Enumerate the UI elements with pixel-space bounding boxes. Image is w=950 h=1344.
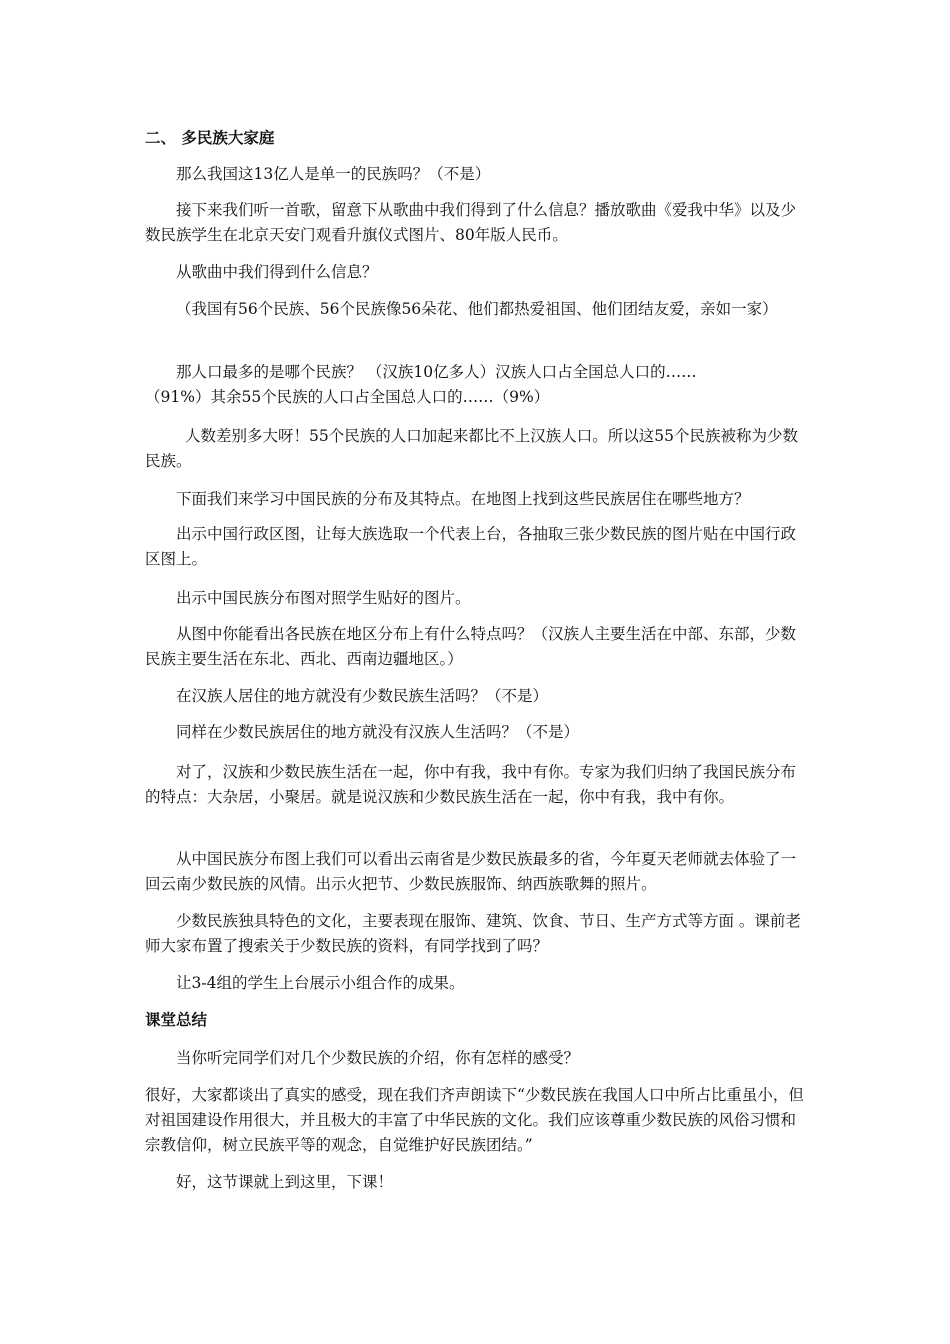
- paragraph: 那么我国这13亿人是单一的民族吗？（不是）: [176, 165, 491, 183]
- paragraph: 从图中你能看出各民族在地区分布上有什么特点吗？（汉族人主要生活在中部、东部，少数民族主要生活在东北、西北、西南边疆地区。）: [145, 625, 797, 668]
- paragraph: （我国有56个民族、56个民族像56朵花、他们都热爱祖国、他们团结友爱，亲如一家）: [176, 300, 778, 318]
- paragraph: 让3-4组的学生上台展示小组合作的成果。: [176, 974, 465, 992]
- summary-paragraph: 当你听完同学们对几个少数民族的介绍，你有怎样的感受？: [176, 1049, 580, 1067]
- paragraph: 在汉族人居住的地方就没有少数民族生活吗？（不是）: [176, 687, 549, 705]
- summary-title: 课堂总结: [145, 1011, 208, 1029]
- paragraph: 出示中国民族分布图对照学生贴好的图片。: [176, 589, 471, 607]
- paragraph: 少数民族独具特色的文化，主要表现在服饰、建筑、饮食、节日、生产方式等方面 。课前老师大家布置了搜索关于少数民族的资料，有同学找到了吗？: [145, 912, 801, 955]
- paragraph: 下面我们来学习中国民族的分布及其特点。在地图上找到这些民族居住在哪些地方？: [176, 490, 750, 508]
- paragraph: 从歌曲中我们得到什么信息？: [176, 263, 378, 281]
- paragraph: 对了，汉族和少数民族生活在一起，你中有我，我中有你。专家为我们归纳了我国民族分布的特点：大杂居，小聚居。就是说汉族和少数民族生活在一起，你中有我，我中有你。: [145, 763, 797, 806]
- section-title: 二、 多民族大家庭: [145, 129, 275, 147]
- summary-paragraph: 好，这节课就上到这里，下课！: [176, 1173, 394, 1191]
- paragraph: 出示中国行政区图，让每大族选取一个代表上台，各抽取三张少数民族的图片贴在中国行政区图上。: [145, 525, 797, 568]
- paragraph: （91%）其余55个民族的人口占全国总人口的……（9%）: [145, 388, 550, 406]
- paragraph: 那人口最多的是哪个民族？ （汉族10亿多人）汉族人口占全国总人口的……: [176, 363, 697, 381]
- summary-paragraph: 很好，大家都谈出了真实的感受，现在我们齐声朗读下“少数民族在我国人口中所占比重虽小，但对祖国建设作用很大，并且极大的丰富了中华民族的文化。我们应该尊重少数民族的风俗习惯和宗教信仰，树立民族平等的观念，自觉维护好民族团结。”: [145, 1086, 804, 1154]
- paragraph: 人数差别多大呀！55个民族的人口加起来都比不上汉族人口。所以这55个民族被称为少数民族。: [145, 427, 798, 470]
- paragraph: 从中国民族分布图上我们可以看出云南省是少数民族最多的省，今年夏天老师就去体验了一回云南少数民族的风情。出示火把节、少数民族服饰、纳西族歌舞的照片。: [145, 850, 797, 893]
- paragraph: 接下来我们听一首歌，留意下从歌曲中我们得到了什么信息？播放歌曲《爱我中华》以及少数民族学生在北京天安门观看升旗仪式图片、80年版人民币。: [145, 201, 797, 244]
- paragraph: 同样在少数民族居住的地方就没有汉族人生活吗？（不是）: [176, 723, 580, 741]
